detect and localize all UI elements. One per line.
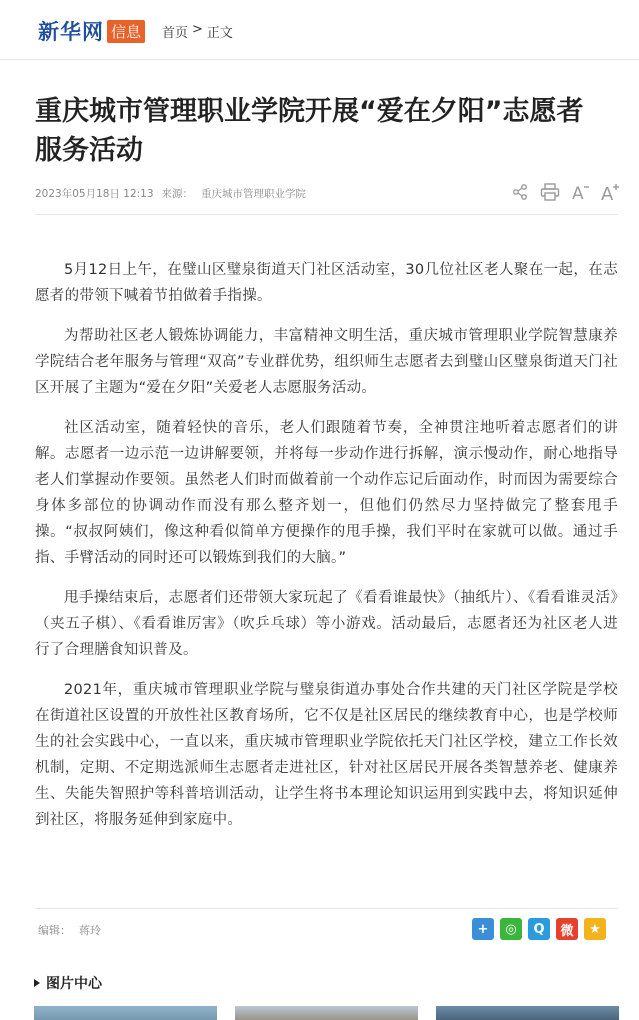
article-title: 重庆城市管理职业学院开展“爱在夕阳”志愿者服务活动: [35, 96, 584, 166]
article-meta: [35, 186, 306, 201]
editor-label: 编辑：: [38, 924, 71, 937]
source-label: 来源：: [161, 188, 194, 200]
svg-text:A: A: [572, 184, 584, 202]
breadcrumb-current: 正文: [206, 26, 233, 41]
share-icon[interactable]: [510, 182, 530, 202]
source-name: 重庆城市管理职业学院: [201, 188, 307, 200]
qzone-icon[interactable]: ★: [584, 918, 606, 940]
breadcrumb-separator: >: [192, 22, 203, 37]
article-paragraph: 2021年，重庆城市管理职业学院与璧泉街道办事处合作共建的天门社区学院是学校在街道社区设置的开放性社区教育场所，它不仅是社区居民的继续教育中心，也是学校师生的社会实践中心，一直以来，重庆城市管理职业学院依托天门社区学校，建立工作长效机制，定期、不定期选派师生志愿者走进社区，针对社区居民开展各类智慧养老、健康养生、失能失智照护等科普培训活动，让学生将书本理论知识运用到实践中去，将知识延伸到社区，将服务延伸到家庭中。: [35, 682, 618, 828]
editor-name: 蒋玲: [79, 924, 101, 937]
svg-text:A: A: [601, 184, 614, 202]
editor-divider: [35, 908, 618, 909]
font-larger-icon[interactable]: [600, 182, 620, 202]
article-body: [35, 257, 618, 847]
share-more-icon[interactable]: +: [472, 918, 494, 940]
share-bar: [472, 918, 606, 940]
site-header: [0, 0, 639, 60]
article-paragraph: 甩手操结束后，志愿者们还带领大家玩起了《看看谁最快》（抽纸片）、《看看谁灵活》（夹五子棋）、《看看谁厉害》（吹乒乓球）等小游戏。活动最后，志愿者还为社区老人进行了合理膳食知识普及。: [35, 590, 618, 658]
logo-main-text: 新华网: [38, 19, 104, 44]
site-logo[interactable]: [38, 16, 145, 46]
breadcrumb-home-link[interactable]: 首页: [162, 26, 189, 41]
print-icon[interactable]: [540, 182, 560, 202]
picture-center-heading: [34, 973, 102, 993]
article-paragraph: 5月12日上午，在璧山区璧泉街道天门社区活动室，30几位社区老人聚在一起，在志愿者的带领下喊着节拍做着手指操。: [35, 262, 618, 304]
thumbnail-image[interactable]: [235, 1006, 418, 1020]
qq-icon[interactable]: Q: [528, 918, 550, 940]
thumbnail-image[interactable]: [34, 1006, 217, 1020]
article-tools: [510, 182, 620, 202]
weibo-icon[interactable]: 微: [556, 918, 578, 940]
triangle-icon: [34, 979, 40, 987]
wechat-icon[interactable]: ◎: [500, 918, 522, 940]
logo-sub-badge: 信息: [107, 20, 145, 43]
font-smaller-icon[interactable]: [570, 182, 590, 202]
publish-datetime: 2023年05月18日 12:13: [35, 188, 154, 200]
picture-thumbnails: [34, 1006, 619, 1020]
article-paragraph: 为帮助社区老人锻炼协调能力，丰富精神文明生活，重庆城市管理职业学院智慧康养学院结合老年服务与管理“双高”专业群优势，组织师生志愿者去到璧山区璧泉街道天门社区开展了主题为“爱在夕阳”关爱老人志愿服务活动。: [35, 328, 618, 396]
editor-info: [38, 922, 101, 938]
breadcrumb: [162, 22, 233, 41]
meta-divider: [35, 214, 618, 215]
thumbnail-image[interactable]: [436, 1006, 619, 1020]
article-paragraph: 社区活动室，随着轻快的音乐，老人们跟随着节奏，全神贯注地听着志愿者们的讲解。志愿者一边示范一边讲解要领，并将每一步动作进行拆解，演示慢动作，耐心地指导老人们掌握动作要领。虽然老人们时而做着前一个动作忘记后面动作，时而因为需要综合身体多部位的协调动作而没有那么整齐划一，但他们仍然尽力坚持做完了整套甩手操。“叔叔阿姨们，像这种看似简单方便操作的甩手操，我们平时在家就可以做。通过手指、手臂活动的同时还可以锻炼到我们的大脑。”: [35, 420, 618, 566]
picture-center-title: 图片中心: [46, 976, 102, 992]
